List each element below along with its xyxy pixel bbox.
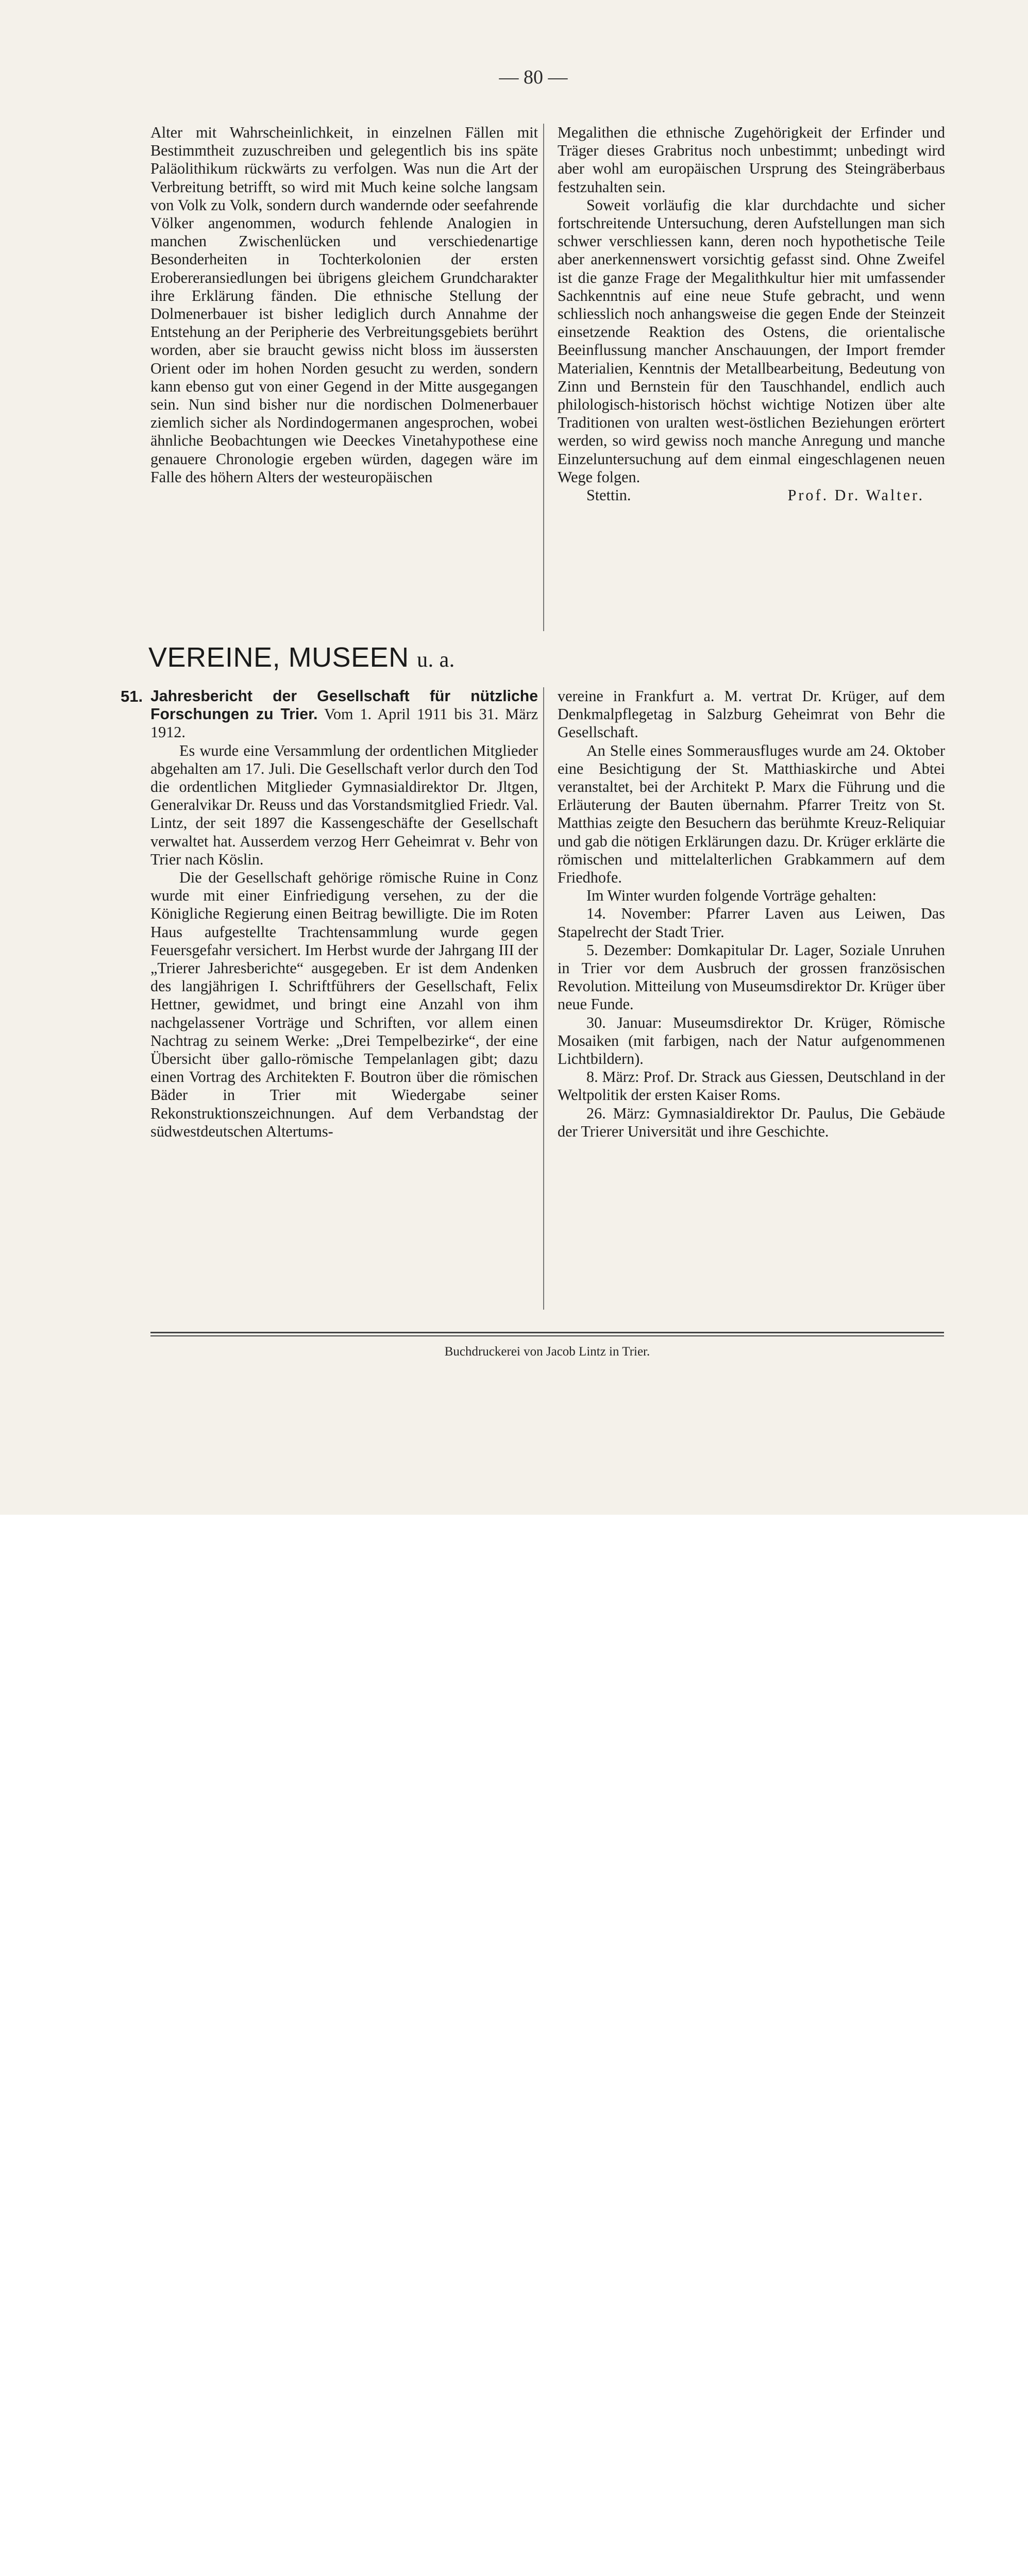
digitization-footer	[0, 1515, 1028, 1580]
paragraph: Die der Gesellschaft gehörige römische Ruine in Conz wurde mit einer Einfriedigung versehen, zu der die Königliche Regierung einen Beitrag bewilligte. Die im Roten Haus aufgestellte Trachtensammlung wurde gegen Feuersgefahr versichert. Im Herbst wurde der Jahrgang III der „Trierer Jahresberichte“ ausgegeben. Er ist dem Andenken des langjährigen I. Schriftführers der Gesellschaft, Felix Hettner, gewidmet, und bringt eine Anzahl von ihm nachgelassener Vorträge und Schriften, vor allem einen Nachtrag zu seinem Werke: „Drei Tempelbezirke“, der eine Übersicht über gallo-römische Tempelanlagen gibt; dazu einen Vortrag des Architekten F. Boutron über die römischen Bäder in Trier mit Wiedergabe seiner Rekonstruktionszeichnungen. Auf dem Verbandstag der südwestdeutschen Altertums-	[150, 869, 538, 1140]
signature-author: Prof. Dr. Walter.	[787, 486, 924, 504]
paragraph: Es wurde eine Versammlung der ordentlichen Mitglieder abgehalten am 17. Juli. Die Gesellschaft verlor durch den Tod die ordentlichen Mitglieder Gymnasialdirektor Dr. Jltgen, Generalvikar Dr. Reuss und das Vorstandsmitglied Friedr. Val. Lintz, der seit 1897 die Kassengeschäfte der Gesellschaft verwaltet hat. Ausserdem verzog Herr Geheimrat v. Behr von Trier nach Köslin.	[150, 741, 538, 868]
item-dates: Vom 1. April 1911 bis 31. März 1912.	[150, 705, 538, 741]
double-rule-bottom	[150, 1335, 944, 1336]
section-heading-main: VEREINE, MUSEEN	[148, 642, 409, 673]
signature-place: Stettin.	[586, 486, 631, 504]
printer-imprint: Buchdruckerei von Jacob Lintz in Trier.	[444, 1345, 650, 1359]
lecture-entry: 8. März: Prof. Dr. Strack aus Giessen, Deutschland in der Weltpolitik der ersten Kaiser Roms.	[558, 1068, 945, 1104]
column-right-bottom	[558, 687, 945, 1141]
lecture-entry: 14. November: Pfarrer Laven aus Leiwen, Das Stapelrecht der Stadt Trier.	[558, 905, 945, 941]
paragraph: Soweit vorläufig die klar durchdachte und sicher fortschreitende Untersuchung, deren Aufstellungen man sich schwer verschliessen kann, deren noch hypothetische Teile aber anerkennenswert vorsichtig gefasst sind. Ohne Zweifel ist die ganze Frage der Megalithkultur hier mit umfassender Sachkenntnis auf eine neue Stufe gebracht, und wenn schliesslich noch anhangsweise die gegen Ende der Steinzeit einsetzende Reaktion des Ostens, die orientalische Beeinflussung mancher Anschauungen, der Import fremder Materialien, Kenntnis der Metallbearbeitung, Bedeutung von Zinn und Bernstein für den Tauschhandel, endlich auch philologisch-historisch höchst wichtige Notizen über alte Traditionen von uralten west-östlichen Beziehungen erörtert werden, so wird gewiss noch manche Anregung und manche Einzeluntersuchung auf dem einmal eingeschlagenen neuen Wege folgen.	[558, 196, 945, 486]
item-number: 51.	[121, 687, 143, 705]
paragraph: Megalithen die ethnische Zugehörigkeit der Erfinder und Träger dieses Grabritus noch unbestimmt; unbedingt wird aber wohl am europäischen Ursprung des Steingräberbaus festzuhalten sein.	[558, 124, 945, 196]
column-right-top	[558, 124, 945, 504]
lecture-entry: 5. Dezember: Domkapitular Dr. Lager, Soziale Unruhen in Trier vor dem Ausbruch der grossen französischen Revolution. Mitteilung von Museumsdirektor Dr. Krüger über neue Funde.	[558, 941, 945, 1013]
page-number: — 80 —	[499, 66, 568, 88]
item-header-paragraph	[150, 687, 538, 742]
paragraph: vereine in Frankfurt a. M. vertrat Dr. Krüger, auf dem Denkmalpflegetag in Salzburg Geheimrat von Behr die Gesellschaft.	[558, 687, 945, 741]
column-divider-bottom	[543, 687, 544, 1310]
column-divider-top	[543, 124, 544, 631]
section-heading	[148, 641, 455, 673]
column-left-top	[150, 124, 538, 486]
lecture-entry: 30. Januar: Museumsdirektor Dr. Krüger, Römische Mosaiken (mit farbigen, nach der Natur aufgenommenen Lichtbildern).	[558, 1013, 945, 1068]
review-signature	[558, 486, 945, 504]
paragraph: Alter mit Wahrscheinlichkeit, in einzelnen Fällen mit Bestimmtheit zuzuschreiben und gelegentlich bis ins späte Paläolithikum rückwärts zu verfolgen. Was nun die Art der Verbreitung betrifft, so wird mit Much keine solche langsam von Volk zu Volk, sondern durch wandernde oder seefahrende Völker angenommen, wodurch fehlende Analogien in manchen Zwischenlücken und verschiedenartige Besonderheiten in Tochterkolonien der ersten Erobereransiedlungen bei übrigens gleichem Grundcharakter ihre Erklärung fänden. Die ethnische Stellung der Dolmenerbauer ist bisher lediglich durch Annahme der Entstehung an der Peripherie des Verbreitungsgebiets berührt worden, aber sie braucht gewiss nicht bloss im äussersten Orient oder im hohen Norden gesucht zu werden, sondern kann ebenso gut von einer Gegend in der Mitte ausgegangen sein. Nun sind bisher nur die nordischen Dolmenerbauer ziemlich sicher als Nordindogermanen angesprochen, wobei ähnliche Beobachtungen wie Deeckes Vinetahypothese eine genauere Chronologie ergeben würden, dagegen wäre im Falle des höhern Alters der westeuropäischen	[150, 124, 538, 486]
item-title: Jahresbericht der Gesellschaft für nützliche Forschungen zu Trier.	[150, 688, 538, 723]
section-heading-small: u. a.	[417, 648, 455, 672]
paragraph: Im Winter wurden folgende Vorträge gehalten:	[586, 887, 877, 905]
double-rule-top	[150, 1332, 944, 1333]
paragraph: An Stelle eines Sommerausfluges wurde am 24. Oktober eine Besichtigung der St. Matthiaskirche und Abtei veranstaltet, bei der Architekt P. Marx die Führung und die Erläuterung der Bauten übernahm. Pfarrer Treitz von St. Matthias zeigte den Besuchern das berühmte Kreuz-Reliquiar und gab die nötigen Erklärungen dazu. Dr. Krüger erklärte die römischen und mittelalterlichen Grabkammern auf dem Friedhofe.	[558, 741, 945, 887]
column-left-bottom	[150, 687, 538, 1141]
lecture-entry: 26. März: Gymnasialdirektor Dr. Paulus, Die Gebäude der Trierer Universität und ihre Geschichte.	[558, 1104, 945, 1140]
